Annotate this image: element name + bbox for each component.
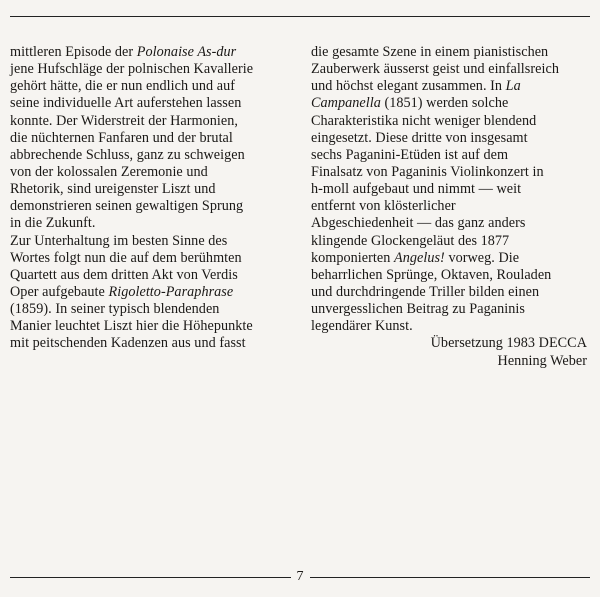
text-line — [311, 267, 587, 284]
text-run: die gesamte Szene in einem pianistischen — [311, 44, 549, 60]
text-run: konnte. Der Widerstreit der Harmonien, — [10, 112, 238, 129]
text-line — [10, 113, 290, 130]
text-run: die nüchternen Fanfaren und der brutal — [10, 129, 233, 146]
text-line — [311, 250, 587, 267]
text-run: Finalsatz von Paganinis Violinkonzert in — [311, 163, 544, 180]
page-footer — [10, 568, 590, 586]
text-line — [10, 181, 290, 198]
text-run: Abgeschiedenheit — das ganz anders — [311, 215, 526, 232]
text-run: mit peitschenden Kadenzen aus und fasst — [10, 335, 246, 352]
italic-title: Rigoletto-Paraphrase — [108, 283, 234, 300]
translator-name: Henning Weber — [497, 352, 587, 369]
text-run: Charakteristika nicht weniger blendend — [311, 112, 537, 129]
text-run: und durchdringende Triller bilden einen — [311, 283, 540, 300]
text-run: Zauberwerk äusserst geist und einfallsreich — [311, 61, 559, 78]
text-line — [10, 284, 290, 301]
text-run: unvergesslichen Beitrag zu Paganinis — [311, 301, 525, 318]
text-run: (1859). In seiner typisch blendenden — [10, 301, 220, 318]
text-run: klingende Glockengeläut des 1877 — [311, 232, 510, 249]
text-run: Wortes folgt nun die auf dem berühmten — [10, 249, 242, 266]
text-line — [311, 61, 587, 78]
translation-credit: Übersetzung 1983 DECCA — [430, 335, 587, 352]
text-run: komponierten — [311, 249, 394, 266]
text-line — [10, 233, 290, 250]
text-line — [311, 181, 587, 198]
text-line — [311, 130, 587, 147]
footer-rule-right — [310, 577, 591, 578]
text-run: Manier leuchtet Liszt hier die Höhepunkte — [10, 318, 253, 335]
italic-title: Angelus! — [394, 249, 445, 266]
text-line — [311, 78, 587, 95]
text-line — [10, 61, 290, 78]
text-line — [10, 44, 290, 61]
text-run: demonstrieren seinen gewaltigen Sprung — [10, 198, 244, 215]
text-line — [10, 301, 290, 318]
text-line — [311, 215, 587, 232]
text-line — [10, 250, 290, 267]
text-line — [311, 301, 587, 318]
italic-title: Campanella — [311, 95, 381, 112]
text-line — [10, 95, 290, 112]
text-run: Oper aufgebaute — [10, 283, 109, 300]
text-line — [311, 44, 587, 61]
text-run: Zur Unterhaltung im besten Sinne des — [10, 232, 228, 249]
right-text-column — [311, 44, 587, 370]
text-line — [10, 147, 290, 164]
footer-rule-left — [10, 577, 291, 578]
text-line — [10, 78, 290, 95]
left-text-column — [10, 44, 290, 353]
text-line — [311, 147, 587, 164]
text-run: abbrechende Schluss, ganz zu schweigen — [10, 146, 245, 163]
text-run: seine individuelle Art auferstehen lassen — [10, 95, 242, 112]
text-run: legendärer Kunst. — [311, 318, 413, 335]
text-line — [10, 198, 290, 215]
text-run: h-moll aufgebaut und nimmt — weit — [311, 181, 522, 198]
text-run: vorweg. Die — [444, 249, 520, 266]
text-line — [10, 335, 290, 352]
text-line — [311, 233, 587, 250]
text-line — [10, 267, 290, 284]
text-run: (1851) werden solche — [380, 95, 509, 112]
text-run: beharrlichen Sprünge, Oktaven, Rouladen — [311, 266, 552, 283]
text-line — [311, 164, 587, 181]
top-rule — [10, 16, 590, 17]
text-run: Quartett aus dem dritten Akt von Verdis — [10, 266, 238, 283]
text-run: mittleren Episode der — [10, 44, 137, 60]
text-run: Rhetorik, sind ureigenster Liszt und — [10, 181, 216, 198]
italic-title: Polonaise As-dur — [136, 44, 237, 60]
text-run: von der kolossalen Zeremonie und — [10, 163, 208, 180]
text-run: eingesetzt. Diese dritte von insgesamt — [311, 129, 528, 146]
text-line — [311, 198, 587, 215]
text-run: entfernt von klösterlicher — [311, 198, 456, 215]
italic-title: La — [505, 78, 521, 95]
text-run: gehört hätte, die er nun endlich und auf — [10, 78, 235, 95]
text-run: in die Zukunft. — [10, 215, 96, 232]
text-line — [10, 318, 290, 335]
text-line — [10, 130, 290, 147]
text-line — [311, 284, 587, 301]
text-run: und höchst elegant zusammen. In — [311, 78, 506, 95]
text-line — [10, 164, 290, 181]
text-line — [311, 95, 587, 112]
text-run: sechs Paganini-Etüden ist auf dem — [311, 146, 509, 163]
text-run: jene Hufschläge der polnischen Kavallerie — [10, 61, 254, 78]
page-number: 7 — [296, 569, 304, 584]
text-line — [10, 215, 290, 232]
text-line — [311, 113, 587, 130]
text-line — [311, 318, 587, 335]
